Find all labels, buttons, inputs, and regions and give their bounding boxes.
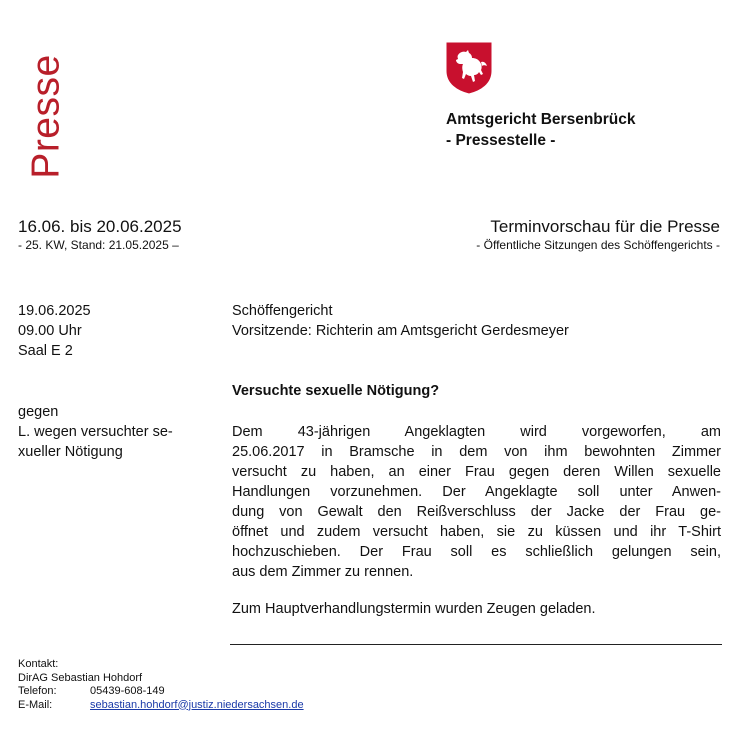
contact-block bbox=[18, 658, 304, 712]
case-description-line: Handlungen vorzunehmen. Der Angeklagte soll unter Anwen- bbox=[232, 484, 721, 500]
defendant-block bbox=[18, 402, 218, 462]
divider-line bbox=[230, 644, 722, 645]
defendant-line-1: L. wegen versuchter se- bbox=[18, 424, 173, 440]
session-room: Saal E 2 bbox=[18, 343, 73, 359]
preview-title: Terminvorschau für die Presse bbox=[490, 217, 720, 236]
crest-shield-icon bbox=[445, 41, 493, 95]
case-description-line: Dem 43-jährigen Angeklagten wird vorgeworfen, am bbox=[232, 424, 721, 440]
presse-side-label-text: Presse bbox=[24, 53, 68, 179]
case-description-line: öffnet und zudem versucht haben, sie zu küssen und ihr T-Shirt bbox=[232, 524, 721, 540]
date-range: 16.06. bis 20.06.2025 bbox=[18, 217, 182, 236]
session-details bbox=[18, 301, 91, 361]
court-type: Schöffengericht bbox=[232, 303, 333, 319]
email-label: E-Mail: bbox=[18, 698, 53, 711]
case-description bbox=[232, 422, 721, 582]
contact-name: DirAG Sebastian Hohdorf bbox=[18, 671, 143, 684]
calendar-week-line: - 25. KW, Stand: 21.05.2025 – bbox=[18, 238, 179, 252]
defendant-line-2: xueller Nötigung bbox=[18, 444, 123, 460]
phone-label: Telefon: bbox=[18, 685, 57, 697]
lower-saxony-crest-icon bbox=[445, 41, 493, 95]
session-time: 09.00 Uhr bbox=[18, 323, 82, 339]
case-description-line: 25.06.2017 in Bramsche in dem von ihm bewohnten Zimmer bbox=[232, 444, 721, 460]
case-description-line: aus dem Zimmer zu rennen. bbox=[232, 564, 414, 580]
presse-side-label bbox=[22, 53, 70, 179]
witnesses-note: Zum Hauptverhandlungstermin wurden Zeugen geladen. bbox=[232, 601, 596, 617]
court-name: Amtsgericht Bersenbrück bbox=[446, 111, 636, 128]
case-description-line: dung von Gewalt den Reißverschluss der Jacke der Frau ge- bbox=[232, 504, 721, 520]
case-description-line: hochzuschieben. Der Frau soll es schließlich gelungen sein, bbox=[232, 544, 721, 560]
against-label: gegen bbox=[18, 404, 59, 420]
case-description-line: versucht zu haben, an einer Frau gegen deren Willen sexuelle bbox=[232, 464, 721, 480]
court-name-block bbox=[446, 109, 636, 151]
contact-phone-row bbox=[18, 685, 304, 699]
contact-email-row bbox=[18, 699, 304, 713]
case-heading: Versuchte sexuelle Nötigung? bbox=[232, 383, 440, 399]
court-chair: Vorsitzende: Richterin am Amtsgericht Gerdesmeyer bbox=[232, 323, 569, 339]
press-office-label: - Pressestelle - bbox=[446, 132, 556, 149]
preview-subtitle: - Öffentliche Sitzungen des Schöffengerichts - bbox=[476, 238, 720, 252]
contact-heading: Kontakt: bbox=[18, 658, 59, 670]
session-date: 19.06.2025 bbox=[18, 303, 91, 319]
email-link[interactable]: sebastian.hohdorf@justiz.niedersachsen.de bbox=[90, 698, 304, 711]
court-info bbox=[232, 301, 721, 341]
phone-number: 05439-608-149 bbox=[90, 685, 165, 697]
